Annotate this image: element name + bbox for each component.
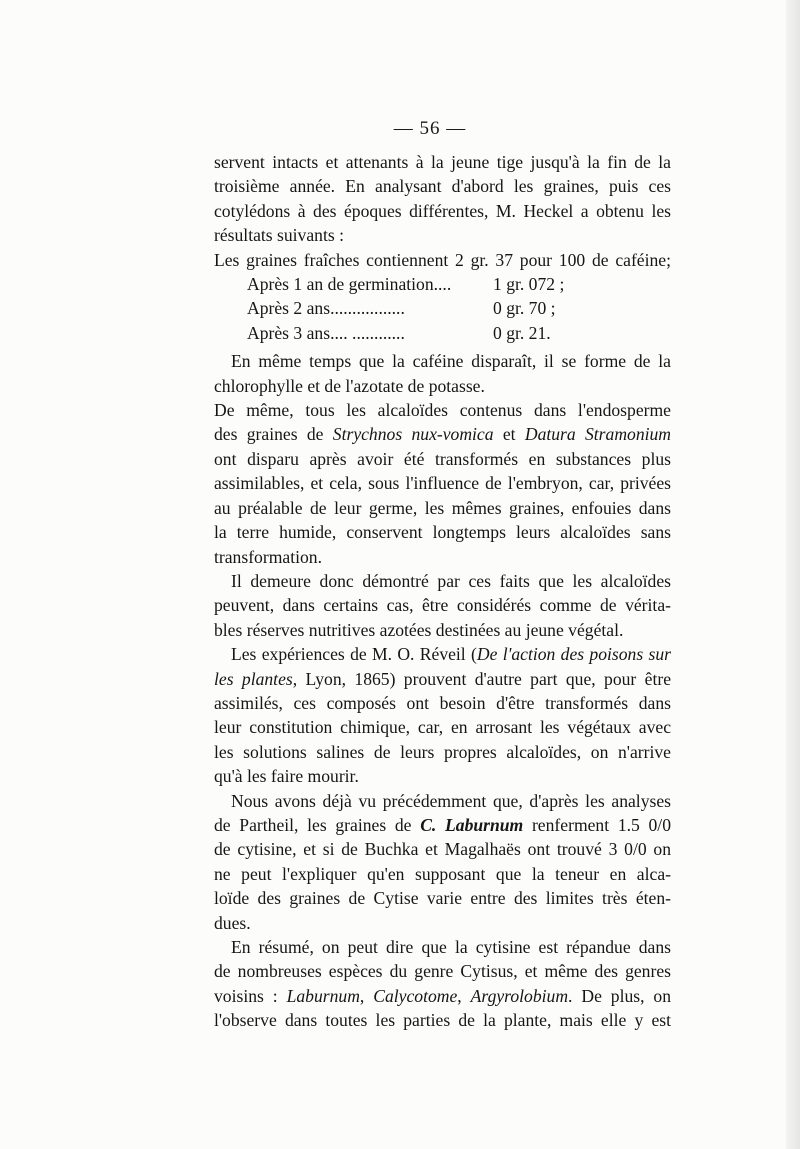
text-line: chlorophylle et de l'azotate de potasse. bbox=[214, 375, 485, 396]
body-text bbox=[214, 150, 671, 1033]
paragraph-4 bbox=[214, 569, 671, 642]
citation-title: De l'action des poisons sur bbox=[476, 644, 671, 665]
text-line: qu'à les faire mourir. bbox=[214, 766, 359, 787]
paragraph-1 bbox=[214, 150, 671, 248]
species-name: C. Laburnum bbox=[420, 814, 524, 835]
text-line: de nombreuses espèces du genre Cytisus, et même des genres bbox=[214, 961, 671, 982]
text-line: En même temps que la caféine disparaît, il se forme de la bbox=[231, 351, 671, 372]
text-fragment: . De plus, on bbox=[568, 985, 672, 1006]
text-fragment: renferment 1.5 0/0 bbox=[523, 814, 671, 835]
text-line: leur constitution chimique, car, en arrosant les végétaux avec bbox=[214, 717, 671, 738]
species-name: Strychnos nux-vomica bbox=[332, 424, 494, 445]
table-row-value: 0 gr. 70 ; bbox=[493, 298, 556, 319]
table-row-label: Après 3 ans.... ............ bbox=[247, 322, 405, 343]
page-number: — 56 — bbox=[393, 118, 467, 139]
table-row-value: 0 gr. 21. bbox=[493, 322, 551, 343]
text-line: Nous avons déjà vu précédemment que, d'après les analyses bbox=[231, 790, 671, 811]
text-line: ne peut l'expliquer qu'en supposant que la teneur en alca- bbox=[214, 863, 671, 884]
text-line bbox=[214, 667, 671, 691]
results-table bbox=[214, 248, 671, 346]
genus-name: Laburnum bbox=[286, 985, 360, 1006]
genus-name: Argyrolobium bbox=[470, 985, 569, 1006]
text-line: les solutions salines de leurs propres alcaloïdes, on n'arrive bbox=[214, 741, 671, 762]
text-fragment: des graines de bbox=[214, 424, 333, 445]
text-line: Il demeure donc démontré par ces faits que les alcaloïdes bbox=[231, 570, 671, 591]
text-line: transformation. bbox=[214, 546, 322, 567]
text-line bbox=[214, 422, 671, 446]
text-fragment: et bbox=[493, 424, 525, 445]
text-line: dues. bbox=[214, 912, 251, 933]
text-line bbox=[214, 642, 671, 666]
table-row bbox=[214, 321, 671, 345]
text-line bbox=[214, 984, 671, 1008]
text-fragment: voisins : bbox=[214, 985, 287, 1006]
paragraph-3 bbox=[214, 398, 671, 569]
text-fragment: de Partheil, les graines de bbox=[214, 814, 421, 835]
text-fragment: , bbox=[457, 985, 471, 1006]
citation-title: les plantes bbox=[214, 668, 293, 689]
text-line bbox=[214, 813, 671, 837]
page-edge-shadow bbox=[786, 0, 800, 1149]
text-line: la terre humide, conservent longtemps leurs alcaloïdes sans bbox=[214, 522, 671, 543]
text-line: loïde des graines de Cytise varie entre des limites très éten- bbox=[214, 888, 671, 909]
text-line: De même, tous les alcaloïdes contenus dans l'endosperme bbox=[214, 400, 671, 421]
text-fragment: , bbox=[359, 985, 374, 1006]
text-line: servent intacts et attenants à la jeune tige jusqu'à la fin de la bbox=[214, 152, 671, 172]
table-row bbox=[214, 272, 671, 296]
text-line: assimilables, et cela, sous l'influence de l'embryon, car, privées bbox=[214, 473, 671, 494]
table-row-label: Après 2 ans................. bbox=[247, 298, 405, 319]
text-line: peuvent, dans certains cas, être considérés comme de vérita- bbox=[214, 595, 671, 616]
text-line: ont disparu après avoir été transformés en substances plus bbox=[214, 448, 671, 469]
text-line: l'observe dans toutes les parties de la plante, mais elle y est bbox=[214, 1010, 671, 1031]
text-line: troisième année. En analysant d'abord les graines, puis ces bbox=[214, 176, 671, 197]
table-intro: Les graines fraîches contiennent 2 gr. 37 pour 100 de caféine; bbox=[214, 249, 671, 270]
text-line: résultats suivants : bbox=[214, 225, 344, 246]
genus-name: Calycotome bbox=[373, 985, 458, 1006]
text-line: assimilés, ces composés ont besoin d'être transformés dans bbox=[214, 692, 671, 713]
text-line: cotylédons à des époques différentes, M. Heckel a obtenu les bbox=[214, 200, 671, 221]
text-line: En résumé, on peut dire que la cytisine est répandue dans bbox=[231, 937, 671, 957]
text-line: bles réserves nutritives azotées destinées au jeune végétal. bbox=[214, 619, 624, 640]
paragraph-5 bbox=[214, 642, 671, 788]
paragraph-7 bbox=[214, 935, 671, 1033]
table-row bbox=[214, 296, 671, 320]
paragraph-2 bbox=[214, 345, 671, 398]
table-row-value: 1 gr. 072 ; bbox=[493, 274, 565, 295]
species-name: Datura Stramonium bbox=[524, 424, 672, 445]
table-row-label: Après 1 an de germination.... bbox=[247, 274, 452, 295]
text-fragment: , Lyon, 1865) prouvent d'autre part que, pour être bbox=[292, 668, 672, 689]
paragraph-6 bbox=[214, 789, 671, 935]
text-line: de cytisine, et si de Buchka et Magalhaës ont trouvé 3 0/0 on bbox=[214, 839, 671, 860]
text-line: au préalable de leur germe, les mêmes graines, enfouies dans bbox=[214, 497, 671, 518]
text-fragment: Les expériences de M. O. Réveil ( bbox=[231, 644, 477, 665]
